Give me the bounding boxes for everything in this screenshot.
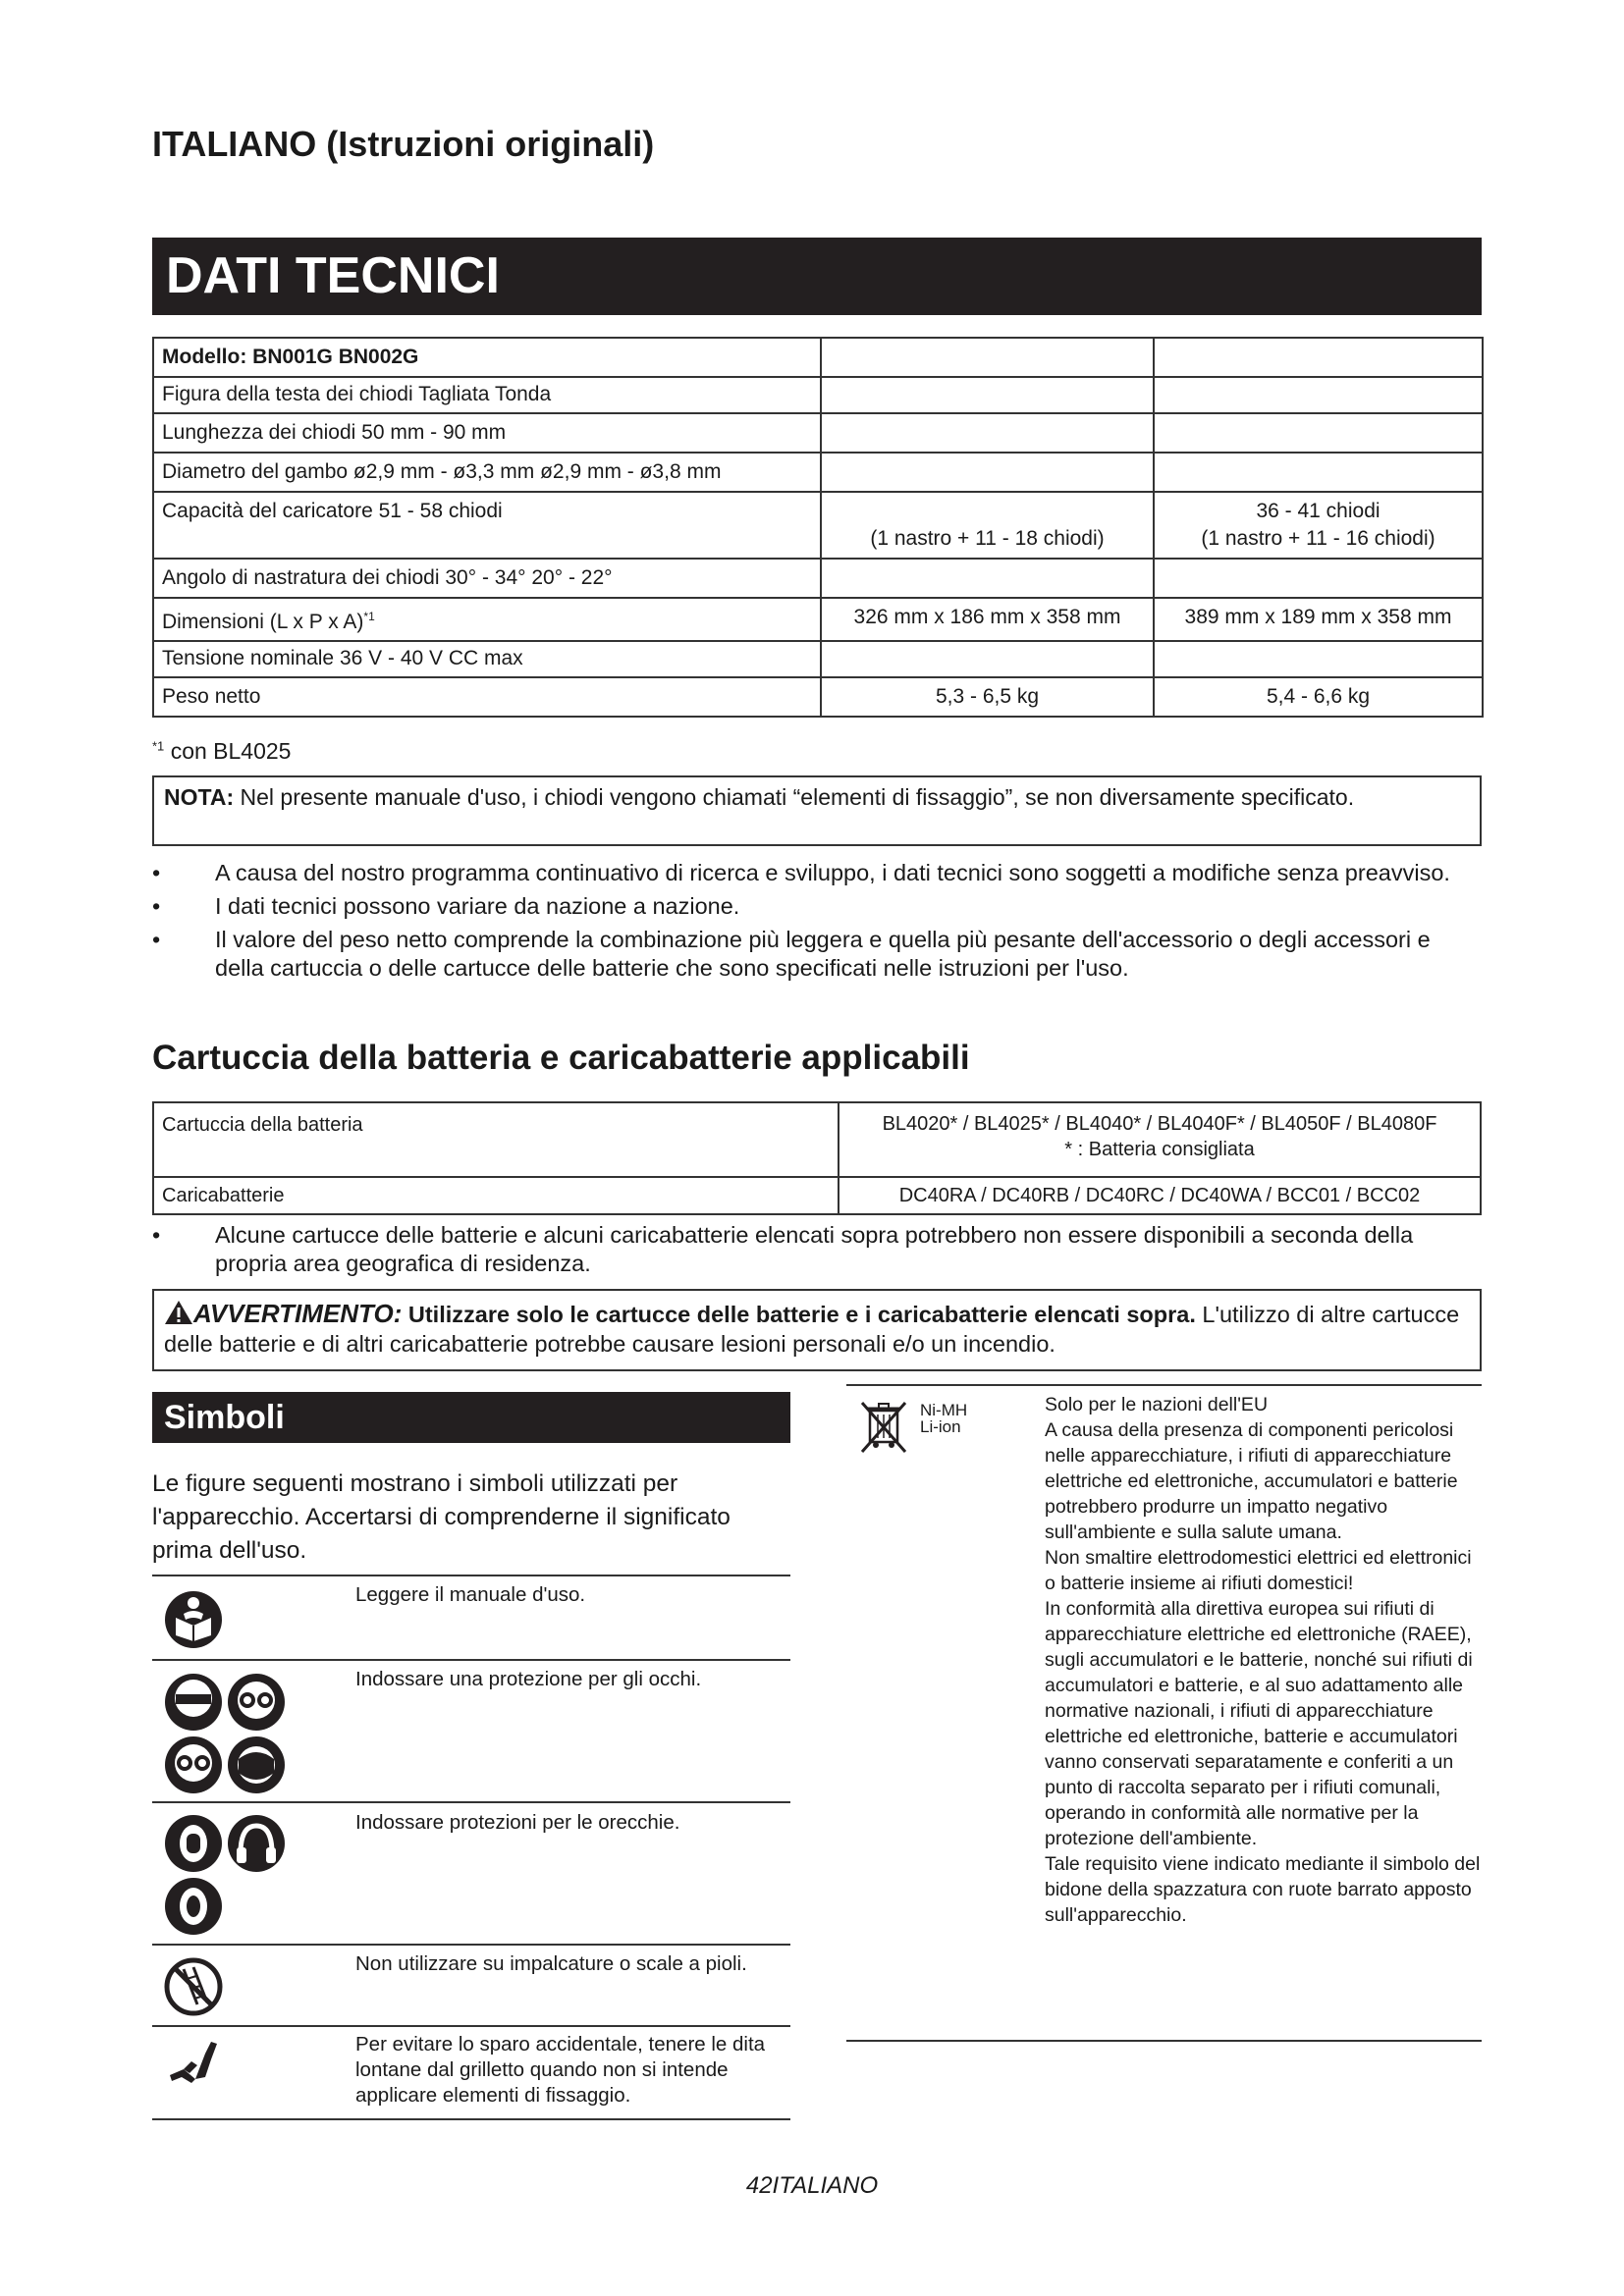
weight-col2: 5,3 - 6,5 kg xyxy=(821,677,1154,717)
spec-voltage: Tensione nominale 36 V - 40 V CC max xyxy=(153,641,821,677)
warning-triangle-icon xyxy=(164,1300,193,1325)
section-banner-dati-tecnici: DATI TECNICI xyxy=(152,238,1482,315)
battery-heading: Cartuccia della batteria e caricabatterie applicabili xyxy=(152,1039,970,1077)
page-number: 42ITALIANO xyxy=(745,2172,879,2199)
list-item: • Il valore del peso netto comprende la combinazione più leggera e quella più pesante dell'accessorio o degli accessori e della cartuccia o delle cartucce delle batterie che sono specificati nelle istruzioni per l'uso. xyxy=(152,927,1431,981)
spec-nail-head: Figura della testa dei chiodi Tagliata Tonda xyxy=(153,377,821,413)
spec-net-weight: Peso netto xyxy=(153,677,821,717)
language-title: ITALIANO (Istruzioni originali) xyxy=(152,124,655,164)
spec-magazine-capacity: Capacità del caricatore 51 - 58 chiodi xyxy=(153,492,821,559)
dimensions-col3: 389 mm x 189 mm x 358 mm xyxy=(1154,598,1483,641)
weee-text: Solo per le nazioni dell'EU A causa della presenza di componenti pericolosi nelle apparecchiature, i rifiuti di apparecchiature elettriche ed elettroniche, accumulatori e batterie potrebbero produrre un impatto negativo sull'ambiente e sulla salute umana. Non smaltire elettrodomestici elettrici ed elettronici o batterie insieme ai rifiuti domestici! In conformità alla direttiva europea sui rifiuti di apparecchiature elettriche ed elettroniche (RAEE), sugli accumulatori e le batterie, nonché sui rifiuti di accumulatori e batterie, e al suo adattamento alle normative nazionali, i rifiuti di apparecchiature elettriche ed elettroniche, batterie e accumulatori vanno conservati separatamente e conferiti a un punto di raccolta separato per i rifiuti comunali, operando in conformità alle normative per la protezione dell'ambiente. Tale requisito viene indicato mediante il simbolo del bidone della spazzatura con ruote barrato apposto sull'apparecchio. xyxy=(1045,1394,1481,1926)
spec-shank-diameter: Diametro del gambo ø2,9 mm - ø3,3 mm ø2,9 mm - ø3,8 mm xyxy=(153,453,821,492)
charger-label: Caricabatterie xyxy=(153,1177,839,1214)
battery-table xyxy=(152,1101,1482,1215)
weight-col3: 5,4 - 6,6 kg xyxy=(1154,677,1483,717)
finger-off-trigger-icon xyxy=(162,2034,225,2097)
read-manual-icon xyxy=(162,1588,225,1651)
spec-bullet-list xyxy=(152,859,1482,988)
spec-nail-length: Lunghezza dei chiodi 50 mm - 90 mm xyxy=(153,413,821,453)
symbol-text-no-ladder: Non utilizzare su impalcature o scale a pioli. xyxy=(355,1952,747,1975)
no-ladder-icon xyxy=(162,1955,225,2018)
spec-collation-angle: Angolo di nastratura dei chiodi 30° - 34° 20° - 22° xyxy=(153,559,821,598)
crossed-bin-icon xyxy=(856,1399,911,1456)
list-item: • A causa del nostro programma continuativo di ricerca e sviluppo, i dati tecnici sono soggetti a modifiche senza preavviso. xyxy=(152,860,1450,885)
dimensions-col2: 326 mm x 186 mm x 358 mm xyxy=(821,598,1154,641)
battery-bullet-list xyxy=(152,1221,1482,1283)
battery-models: BL4020* / BL4025* / BL4040* / BL4040F* / BL4050F / BL4080F xyxy=(882,1113,1437,1135)
note-box: NOTA: Nel presente manuale d'uso, i chiodi vengono chiamati “elementi di fissaggio”, se non diversamente specificato. xyxy=(152,775,1482,846)
symbol-text-eye-protection: Indossare una protezione per gli occhi. xyxy=(355,1668,702,1690)
list-item: • Alcune cartucce delle batterie e alcuni caricabatterie elencati sopra potrebbero non essere disponibili a seconda della propria area geografica di residenza. xyxy=(152,1222,1414,1276)
symbol-text-read-manual: Leggere il manuale d'uso. xyxy=(355,1583,586,1606)
capacity-col3-top: 36 - 41 chiodi xyxy=(1256,500,1380,522)
list-item: • I dati tecnici possono variare da nazione a nazione. xyxy=(152,893,740,919)
section-banner-simboli: Simboli xyxy=(152,1392,790,1443)
spec-dimensions: Dimensioni (L x P x A)$^{*1}$ xyxy=(153,598,821,641)
symbol-text-finger-trigger: Per evitare lo sparo accidentale, tenere le dita lontane dal grilletto quando non si intende applicare elementi di fissaggio. xyxy=(355,2033,766,2107)
spec-model: Modello: BN001G BN002G xyxy=(153,338,821,377)
eye-protection-icon xyxy=(162,1671,288,1796)
battery-label: Cartuccia della batteria xyxy=(153,1102,839,1177)
capacity-col3-bottom: (1 nastro + 11 - 16 chiodi) xyxy=(1201,527,1435,550)
weee-battery-labels: Ni-MH Li-ion xyxy=(920,1401,968,1436)
ear-protection-icon xyxy=(162,1812,288,1938)
specifications-table xyxy=(152,337,1484,718)
footnote: $^{*1}$ con BL4025 xyxy=(152,738,292,764)
symbols-intro: Le figure seguenti mostrano i simboli utilizzati per l'apparecchio. Accertarsi di comprenderne il significato prima dell'uso. xyxy=(152,1470,731,1564)
charger-models: DC40RA / DC40RB / DC40RC / DC40WA / BCC01 / BCC02 xyxy=(839,1177,1481,1214)
capacity-col2: (1 nastro + 11 - 18 chiodi) xyxy=(870,527,1105,550)
warning-box: AVVERTIMENTO: Utilizzare solo le cartucce delle batterie e i caricabatterie elencati sopra. L'utilizzo di altre cartucce delle batterie e di altri caricabatterie potrebbe causare lesioni personali e/o un incendio. xyxy=(152,1289,1482,1371)
symbol-text-ear-protection: Indossare protezioni per le orecchie. xyxy=(355,1811,680,1834)
battery-note: * : Batteria consigliata xyxy=(1064,1139,1255,1160)
